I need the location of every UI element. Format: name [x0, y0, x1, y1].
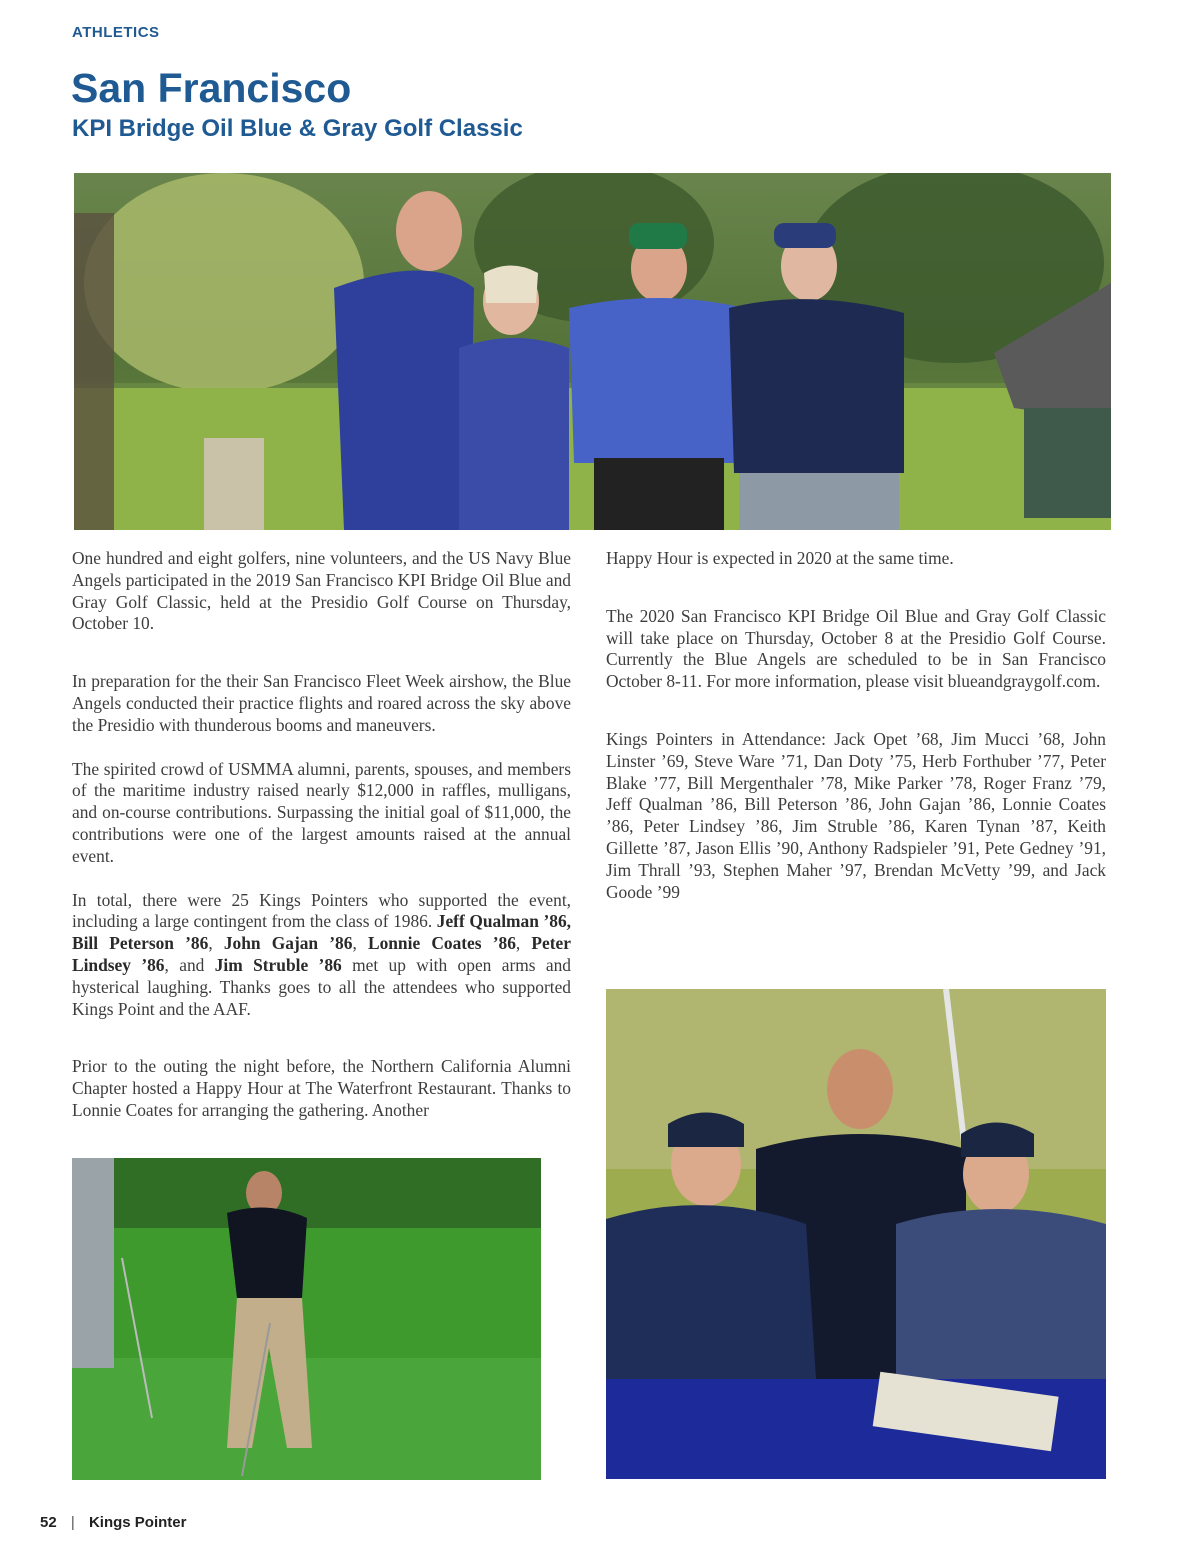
- text: met up with open arms and hysterical laughing. Thanks goes to all the attendees who supported Kings Point and the AAF.: [72, 954, 572, 1019]
- text: In total, there were 25 Kings Pointers who supported the event, including a large contingent from the class of 1986.: [72, 889, 571, 932]
- page-number: 52: [40, 1514, 57, 1531]
- name: Lonnie Coates ’86: [367, 933, 516, 954]
- page-title: San Francisco: [71, 65, 352, 111]
- paragraph: Prior to the outing the night before, the Northern California Alumni Chapter hosted a Happy Hour at The Waterfront Restaurant. Thanks to Lonnie Coates for arranging the gathering. Another: [72, 1056, 571, 1120]
- left-column: [72, 548, 571, 1122]
- text: and: [179, 954, 205, 975]
- publication-name: Kings Pointer: [88, 1514, 187, 1531]
- section-label: ATHLETICS: [72, 24, 160, 41]
- page-footer: [40, 1514, 186, 1531]
- name: Jim Struble ’86: [214, 954, 342, 975]
- paragraph: The 2020 San Francisco KPI Bridge Oil Blue and Gray Golf Classic will take place on Thursday, October 8 at the Presidio Golf Course. Currently the Blue Angels are scheduled to be in San Francisco October 8-11. For more information, please visit blueandgraygolf.com.: [606, 605, 1106, 692]
- paragraph: The spirited crowd of USMMA alumni, parents, spouses, and members of the maritime industry raised nearly $12,000 in raffles, mulligans, and on-course contributions. Surpassing the initial goal of $11,000, the contributions were one of the largest amounts raised at the annual event.: [72, 758, 571, 866]
- paragraph: Kings Pointers in Attendance: Jack Opet ’68, Jim Mucci ’68, John Linster ’69, Steve Ware ’71, Dan Doty ’75, Herb Forthuber ’77, Peter Blake ’77, Bill Mergenthaler ’78, Mike Parker ’78, Roger Franz ’79, Jeff Qualman ’86, Bill Peterson ’86, John Gajan ’86, Lonnie Coates ’86, Peter Lindsey ’86, Jim Struble ’86, Karen Tynan ’87, Keith Gillette ’87, Jason Ellis ’90, Anthony Radspieler ’91, Pete Gedney ’91, Jim Thrall ’93, Stephen Maher ’97, Brendan McVetty ’99, and Jack Goode ’99: [606, 728, 1106, 902]
- name: Peter Lindsey ’86: [72, 933, 571, 975]
- paragraph: In total, there were 25 Kings Pointers who supported the event, including a large contingent from the class of 1986. Jeff Qualman ’86, Bill Peterson ’86, John Gajan ’86, Lonnie Coates ’86, Peter Lindsey ’86, and Jim Struble ’86 met up with open arms and hysterical laughing. Thanks goes to all the attendees who supported Kings Point and the AAF.: [72, 889, 572, 1019]
- name: Jeff Qualman ’86, Bill Peterson ’86: [72, 911, 571, 954]
- footer-separator: |: [70, 1514, 75, 1531]
- group-photo: [74, 173, 1111, 530]
- registration-table-photo: [606, 989, 1106, 1479]
- paragraph: In preparation for the their San Francisco Fleet Week airshow, the Blue Angels conducted their practice flights and roared across the sky above the Presidio with thunderous booms and maneuvers.: [72, 671, 571, 735]
- paragraph: Happy Hour is expected in 2020 at the same time.: [606, 548, 954, 568]
- paragraph: One hundred and eight golfers, nine volunteers, and the US Navy Blue Angels participated in the 2019 San Francisco KPI Bridge Oil Blue and Gray Golf Classic, held at the Presidio Golf Course on Thursday, October 10.: [72, 548, 571, 634]
- right-column: [606, 548, 1106, 903]
- name: John Gajan ’86: [223, 933, 353, 954]
- page-subtitle: KPI Bridge Oil Blue & Gray Golf Classic: [72, 115, 523, 142]
- golfer-photo: [72, 1158, 541, 1480]
